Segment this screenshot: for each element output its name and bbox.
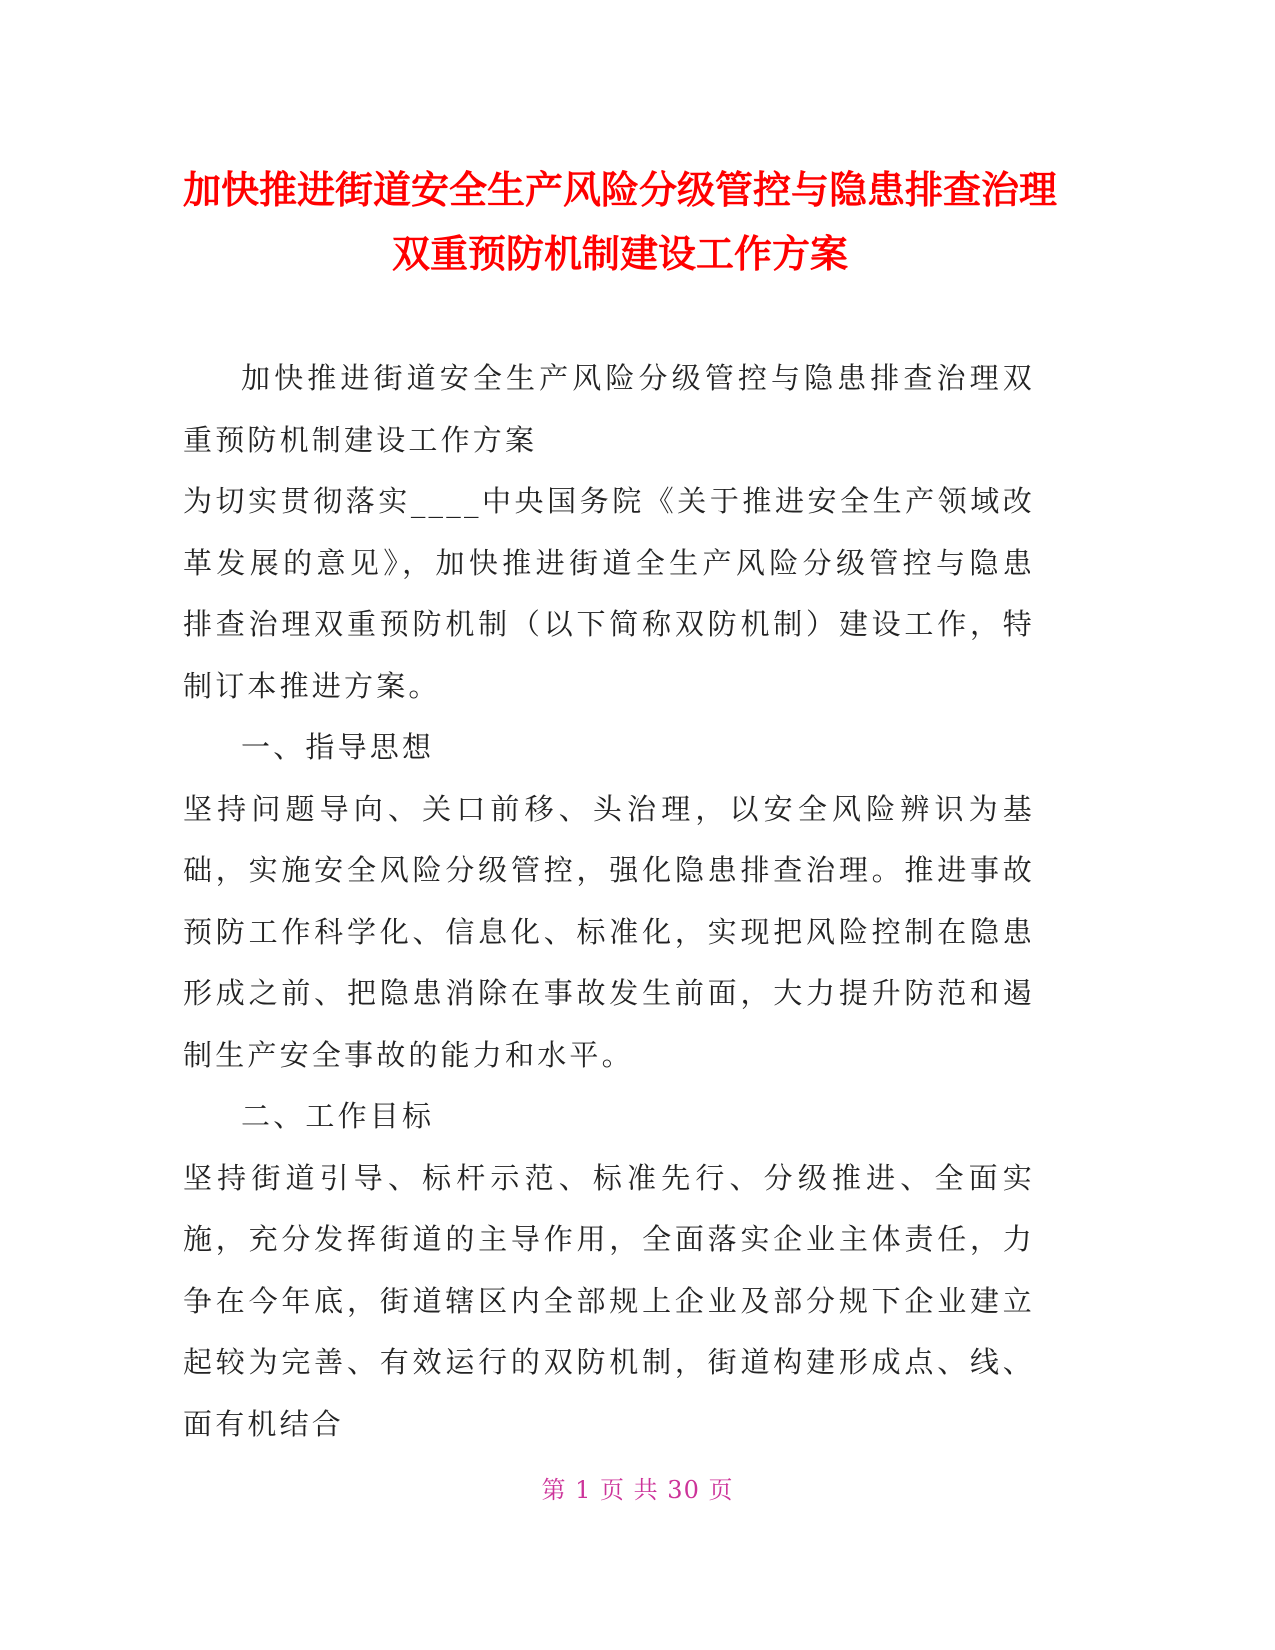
section-heading-work-goals: 二、工作目标: [241, 1099, 435, 1133]
guiding-ideology-paragraph: 坚持问题导向、关口前移、头治理，以安全风险辨识为基础，实施安全风险分级管控，强化隐患排查治理。推进事故预防工作科学化、信息化、标准化，实现把风险控制在隐患形成之前、把隐患消除在事故发生前面，大力提升防范和遏制生产安全事故的能力和水平。: [183, 791, 1035, 1072]
subtitle-paragraph: 加快推进街道安全生产风险分级管控与隐患排查治理双重预防机制建设工作方案: [183, 361, 1035, 457]
section-heading-guiding-ideology: 一、指导思想: [241, 730, 435, 764]
work-goals-paragraph: 坚持街道引导、标杆示范、标准先行、分级推进、全面实施，充分发挥街道的主导作用，全面落实企业主体责任，力争在今年底，街道辖区内全部规上企业及部分规下企业建立起较为完善、有效运行的双防机制，街道构建形成点、线、面有机结合: [183, 1160, 1035, 1441]
document-title: 加快推进街道安全生产风险分级管控与隐患排查治理双重预防机制建设工作方案: [182, 168, 1057, 276]
intro-paragraph: 为切实贯彻落实____中央国务院《关于推进安全生产领域改革发展的意见》，加快推进街道全生产风险分级管控与隐患排查治理双重预防机制（以下简称双防机制）建设工作，特制订本推进方案。: [183, 484, 1035, 703]
page-number-footer: 第 1 页 共 30 页: [541, 1476, 734, 1504]
document-body: [183, 348, 1035, 1455]
